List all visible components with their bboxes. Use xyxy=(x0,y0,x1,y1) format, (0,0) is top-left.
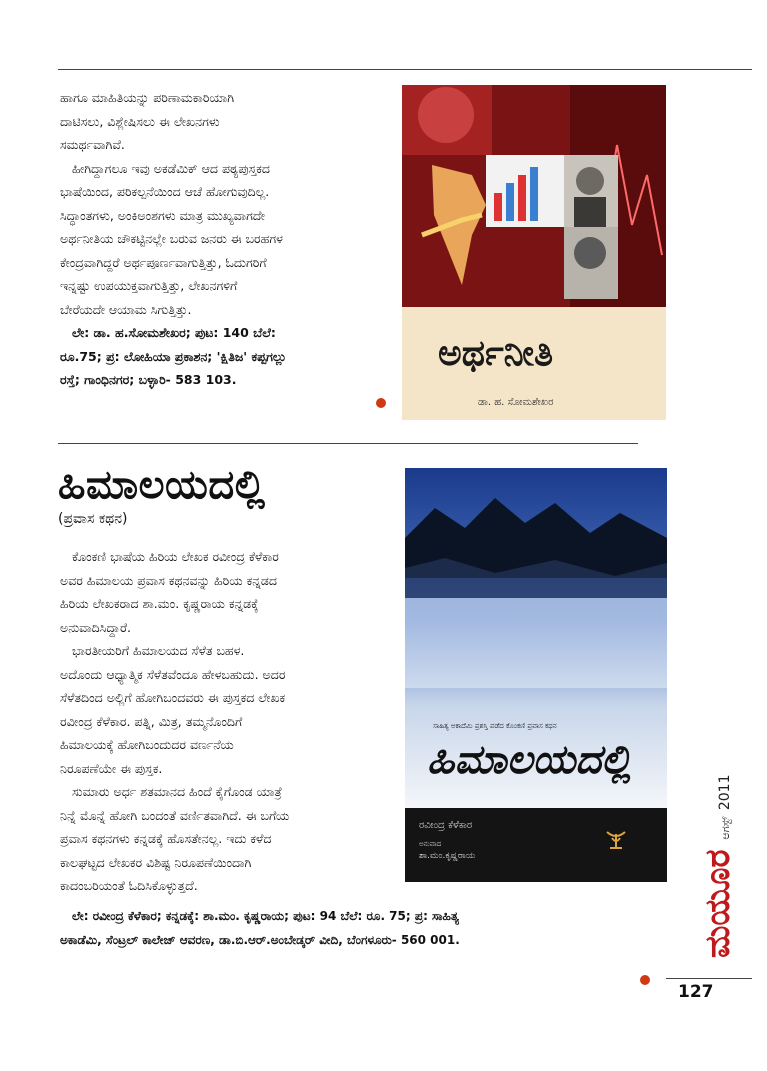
text-line: ರಸ್ತೆ; ಗಾಂಧಿನಗರ; ಬಳ್ಳಾರಿ- 583 103. xyxy=(60,372,237,387)
cover-artwork xyxy=(402,85,666,307)
text-line: ಹಾಗೂ ಮಾಹಿತಿಯನ್ನು ಪರಿಣಾಮಕಾರಿಯಾಗಿ xyxy=(60,90,235,105)
magazine-month: ಆಗಸ್ಟ್ xyxy=(719,816,732,840)
review2-paragraph-3 xyxy=(60,780,400,898)
text-line: ರವೀಂದ್ರ ಕೆಳೆಕಾರ. ಪತ್ನಿ, ಮಿತ್ರ, ತಮ್ಮನೊಂದಿಗೆ xyxy=(60,713,243,729)
text-line: ಅನುವಾದಿಸಿದ್ದಾರೆ. xyxy=(60,619,132,635)
cover-title: ಅರ್ಥನೀತಿ xyxy=(438,333,554,374)
text-line: ಕೇಂದ್ರವಾಗಿದ್ದರೆ ಅರ್ಥಪೂರ್ಣವಾಗುತ್ತಿತ್ತು, ಓದುಗರಿಗೆ xyxy=(60,254,267,270)
end-bullet xyxy=(376,398,386,408)
review2-book-details xyxy=(60,904,660,952)
magazine-name: ಮಯೂರ xyxy=(698,849,738,958)
footer-bullet xyxy=(640,975,650,985)
text-line: ಪ್ರವಾಸ ಕಥನಗಳು ಕನ್ನಡಕ್ಕೆ ಹೊಸತೇನಲ್ಲ. ಇದು ಕಳೆದ xyxy=(60,831,272,846)
text-line: ಭಾಷೆಯಿಂದ, ಪರಿಕಲ್ಪನೆಯಿಂದ ಆಚೆ ಹೋಗುವುದಿಲ್ಲ. xyxy=(60,184,270,199)
text-line: ಅರ್ಥನೀತಿಯ ಚೌಕಟ್ಟಿನಲ್ಲೇ ಬರುವ ಜನರು ಈ ಬರಹಗಳ xyxy=(60,231,283,246)
top-rule xyxy=(58,69,752,70)
cover-translator: ಶಾ.ಮಂ.ಕೃಷ್ಣರಾಯ xyxy=(419,851,476,861)
cover-tagline: ಸಾಹಿತ್ಯ ಅಕಾದೆಮಿ ಪ್ರಶಸ್ತಿ ಪಡೆದ ಕೊಂಕಣಿ ಪ್ರವಾಸ ಕಥನ xyxy=(433,722,557,730)
text-line: ಸಿದ್ಧಾಂತಗಳು, ಅಂಕಿಅಂಶಗಳು ಮಾತ್ರ ಮುಖ್ಯವಾಗದೇ xyxy=(60,207,266,223)
text-line: ಅವರ ಹಿಮಾಲಯ ಪ್ರವಾಸ ಕಥನವನ್ನು ಹಿರಿಯ ಕನ್ನಡದ xyxy=(60,572,277,588)
cover-title: ಹಿಮಾಲಯದಲ್ಲಿ xyxy=(427,736,632,783)
text-line: ಲೇ: ರವೀಂದ್ರ ಕೆಳೆಕಾರ; ಕನ್ನಡಕ್ಕೆ: ಶಾ.ಮಂ. ಕೃಷ್ಣರಾಯ; ಪುಟ: 94 ಬೆಲೆ: ರೂ. 75; ಪ್ರ: ಸಾಹಿತ್ಯ xyxy=(72,909,459,923)
section-rule xyxy=(58,443,638,444)
cover-author: ಡಾ. ಹ. ಸೋಮಶೇಖರ xyxy=(478,397,554,408)
review2-title: ಹಿಮಾಲಯದಲ್ಲಿ xyxy=(58,462,266,508)
review2-paragraph-2 xyxy=(60,639,400,780)
magazine-branding xyxy=(698,775,738,959)
review1-body xyxy=(60,86,396,392)
text-line: ಸೆಳೆತದಿಂದ ಅಲ್ಲಿಗೆ ಹೋಗಿಬಂದವರು ಈ ಪುಸ್ತಕದ ಲೇಖಕ xyxy=(60,690,286,705)
details-paragraph xyxy=(60,904,660,952)
text-line: ಹಿಮಾಲಯಕ್ಕೆ ಹೋಗಿಬಂದುದರ ವರ್ಣನೆಯ xyxy=(60,737,234,752)
text-line: ಇನ್ನಷ್ಟು ಉಪಯುಕ್ತವಾಗುತ್ತಿತ್ತು, ಲೇಖನಗಳಿಗೆ xyxy=(60,278,238,293)
text-line: ನಿರೂಪಣೆಯೇ ಈ ಪುಸ್ತಕ. xyxy=(60,760,163,776)
review1-paragraph-2 xyxy=(60,157,396,322)
text-line: ಸಮರ್ಥವಾಗಿವೆ. xyxy=(60,137,125,152)
page-number: 127 xyxy=(678,982,714,1002)
book-cover-himalayadalli xyxy=(405,468,667,882)
text-line: ಸುಮಾರು ಅರ್ಧ ಶತಮಾನದ ಹಿಂದೆ ಕೈಗೊಂಡ ಯಾತ್ರೆ xyxy=(72,784,283,799)
text-line: ಲೇ: ಡಾ. ಹ.ಸೋಮಶೇಖರ; ಪುಟ: 140 ಬೆಲೆ: xyxy=(72,325,276,340)
footer-rule xyxy=(666,978,752,979)
review1-paragraph-1 xyxy=(60,86,396,157)
text-line: ಅಕಾಡೆಮಿ, ಸೆಂಟ್ರಲ್ ಕಾಲೇಜ್ ಆವರಣ, ಡಾ.ಬಿ.ಆರ್.ಅಂಬೇಡ್ಕರ್ ವೀದಿ, ಬೆಂಗಳೂರು- 560 001. xyxy=(60,933,460,947)
text-line: ಕಾದಂಬರಿಯಂತೆ ಓದಿಸಿಕೊಳ್ಳುತ್ತದೆ. xyxy=(60,878,198,893)
text-line: ರೂ.75; ಪ್ರ: ಲೋಹಿಯಾ ಪ್ರಕಾಶನ; 'ಕ್ಷಿತಿಜ' ಕಪ್ಪಗಲ್ಲು xyxy=(60,348,287,364)
text-line: ನಿನ್ನೆ ಮೊನ್ನೆ ಹೋಗಿ ಬಂದಂತೆ ವರ್ಣಿತವಾಗಿದೆ. ಈ ಬಗೆಯ xyxy=(60,807,290,823)
review2-subtitle: (ಪ್ರವಾಸ ಕಥನ) xyxy=(58,511,128,527)
review2-body xyxy=(60,545,400,898)
text-line: ಕೊಂಕಣಿ ಭಾಷೆಯ ಹಿರಿಯ ಲೇಖಕ ರವೀಂದ್ರ ಕೆಳೆಕಾರ xyxy=(72,549,279,564)
review2-paragraph-1 xyxy=(60,545,400,639)
cover-title-panel xyxy=(402,307,666,420)
publisher-logo-icon xyxy=(605,828,627,852)
book-cover-arthaniti xyxy=(402,85,666,420)
text-line: ದಾಟಿಸಲು, ವಿಶ್ಲೇಷಿಸಲು ಈ ಲೇಖನಗಳು xyxy=(60,113,220,129)
magazine-year: 2011 xyxy=(717,774,733,811)
text-line: ಹಿರಿಯ ಲೇಖಕರಾದ ಶಾ.ಮಂ. ಕೃಷ್ಣರಾಯ ಕನ್ನಡಕ್ಕೆ xyxy=(60,596,259,611)
cover-translator-label: ಅನುವಾದ xyxy=(419,840,442,848)
text-line: ಬೇರೆಯದೇ ಆಯಾಮ ಸಿಗುತ್ತಿತ್ತು. xyxy=(60,301,192,317)
cover-author: ರವೀಂದ್ರ ಕೆಳೆಕಾರ xyxy=(419,820,473,831)
text-line: ಅದೊಂದು ಆಧ್ಯಾತ್ಮಿಕ ಸೆಳೆತವೆಂದೂ ಹೇಳಬಹುದು. ಅದರ xyxy=(60,666,286,682)
text-line: ಹೀಗಿದ್ದಾಗಲೂ ಇವು ಅಕಡೆಮಿಕ್ ಆದ ಪಠ್ಯಪುಸ್ತಕದ xyxy=(72,160,270,176)
text-line: ಭಾರತೀಯರಿಗೆ ಹಿಮಾಲಯದ ಸೆಳೆತ ಬಹಳ. xyxy=(72,643,245,658)
text-line: ಕಾಲಘಟ್ಟದ ಲೇಖಕರ ವಿಶಿಷ್ಟ ನಿರೂಪಣೆಯಿಂದಾಗಿ xyxy=(60,854,252,870)
review1-book-details xyxy=(60,321,396,392)
